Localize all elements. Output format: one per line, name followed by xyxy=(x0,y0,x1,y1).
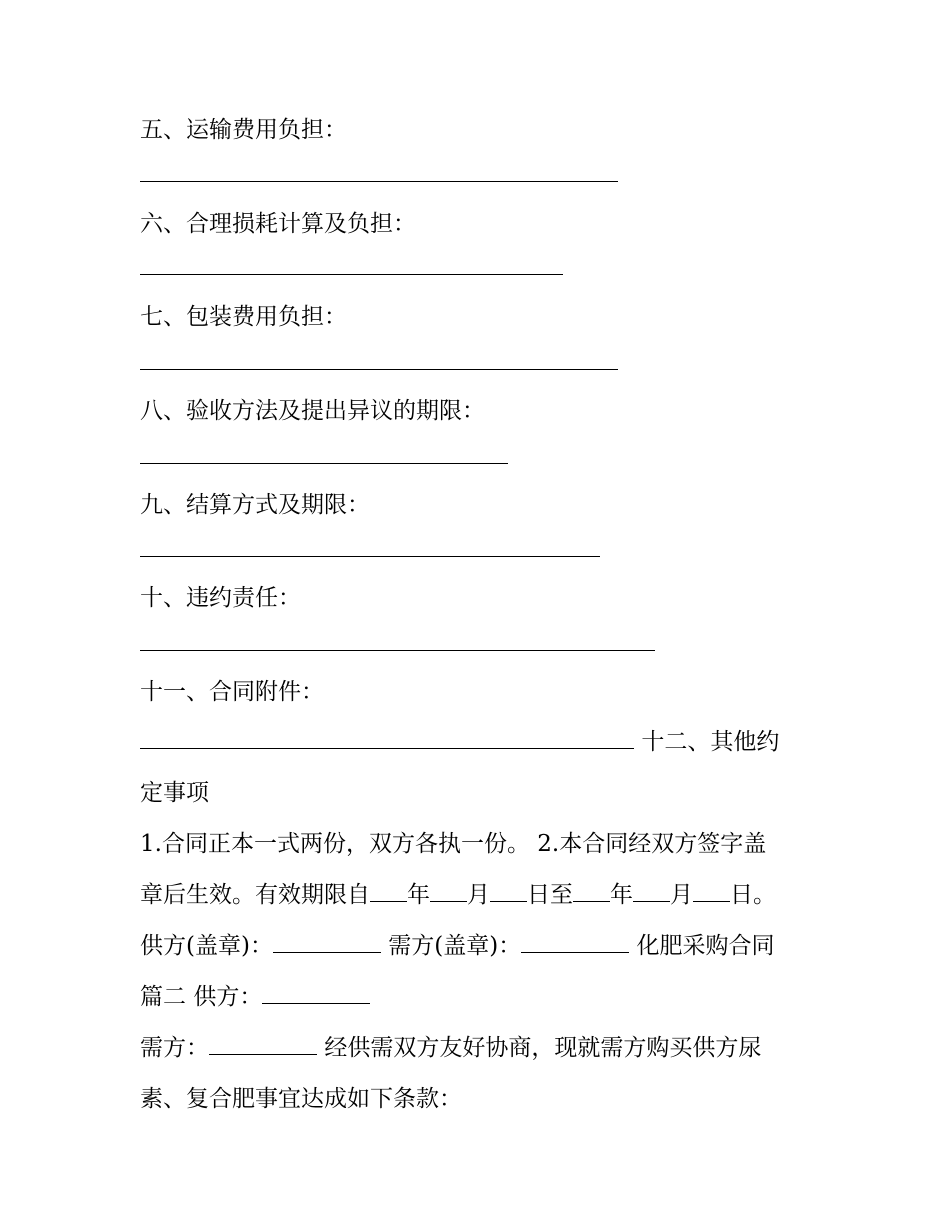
start-month-blank[interactable] xyxy=(430,879,467,902)
supplier-seal-blank[interactable] xyxy=(273,930,381,953)
section-10-heading: 十、违约责任： xyxy=(140,585,301,611)
buyer-name-blank[interactable] xyxy=(209,1032,317,1055)
end-month-blank[interactable] xyxy=(633,879,670,902)
clause-row-1 xyxy=(140,828,766,860)
intro-text: 经供需双方友好协商，现就需方购买供方尿 xyxy=(324,1035,762,1061)
section-10-fill-line[interactable] xyxy=(140,650,655,651)
supplier-name-blank[interactable] xyxy=(262,981,370,1004)
buyer-label: 需方： xyxy=(140,1035,209,1061)
clause-effect-start: 2.本合同经双方签字盖 xyxy=(537,831,767,857)
section-8-fill-line[interactable] xyxy=(140,463,508,464)
section-5-heading: 五、运输费用负担： xyxy=(140,117,347,143)
month2-label: 月 xyxy=(670,882,693,908)
buyer-seal-label: 需方(盖章)： xyxy=(388,933,522,959)
section-12-heading: 十二、其他约 xyxy=(641,729,780,755)
section-8-heading: 八、验收方法及提出异议的期限： xyxy=(140,398,485,424)
section-11-heading: 十一、合同附件： xyxy=(140,679,324,705)
contract-title: 化肥采购合同 xyxy=(636,933,775,959)
start-year-blank[interactable] xyxy=(370,879,407,902)
section-5-fill-line[interactable] xyxy=(140,181,618,182)
day-end-label: 日。 xyxy=(730,882,776,908)
day-to-label: 日至 xyxy=(527,882,573,908)
supplier-seal-label: 供方(盖章)： xyxy=(140,933,273,959)
clause-effect-prefix: 章后生效。有效期限自 xyxy=(140,882,370,908)
year2-label: 年 xyxy=(610,882,633,908)
section-9-fill-line[interactable] xyxy=(140,556,600,557)
signature-row xyxy=(140,930,775,962)
section-7-heading: 七、包装费用负担： xyxy=(140,304,347,330)
section-6-heading: 六、合理损耗计算及负担： xyxy=(140,211,416,237)
end-year-blank[interactable] xyxy=(573,879,610,902)
end-day-blank[interactable] xyxy=(693,879,730,902)
start-day-blank[interactable] xyxy=(490,879,527,902)
contract-title-part2: 篇二 xyxy=(140,984,186,1010)
title-row xyxy=(140,981,370,1013)
buyer-row xyxy=(140,1032,761,1064)
clause-row-2 xyxy=(140,879,776,911)
month-label: 月 xyxy=(467,882,490,908)
intro-text-cont: 素、复合肥事宜达成如下条款： xyxy=(140,1086,462,1112)
section-12-heading-cont: 定事项 xyxy=(140,780,209,806)
section-6-fill-line[interactable] xyxy=(140,274,563,275)
section-11-fill-row xyxy=(140,726,779,758)
section-7-fill-line[interactable] xyxy=(140,369,618,370)
section-9-heading: 九、结算方式及期限： xyxy=(140,492,370,518)
section-11-fill-line[interactable] xyxy=(140,726,634,749)
year-label: 年 xyxy=(407,882,430,908)
clause-copies: 1.合同正本一式两份，双方各执一份。 xyxy=(140,831,530,857)
supplier-label: 供方： xyxy=(193,984,263,1010)
buyer-seal-blank[interactable] xyxy=(521,930,629,953)
